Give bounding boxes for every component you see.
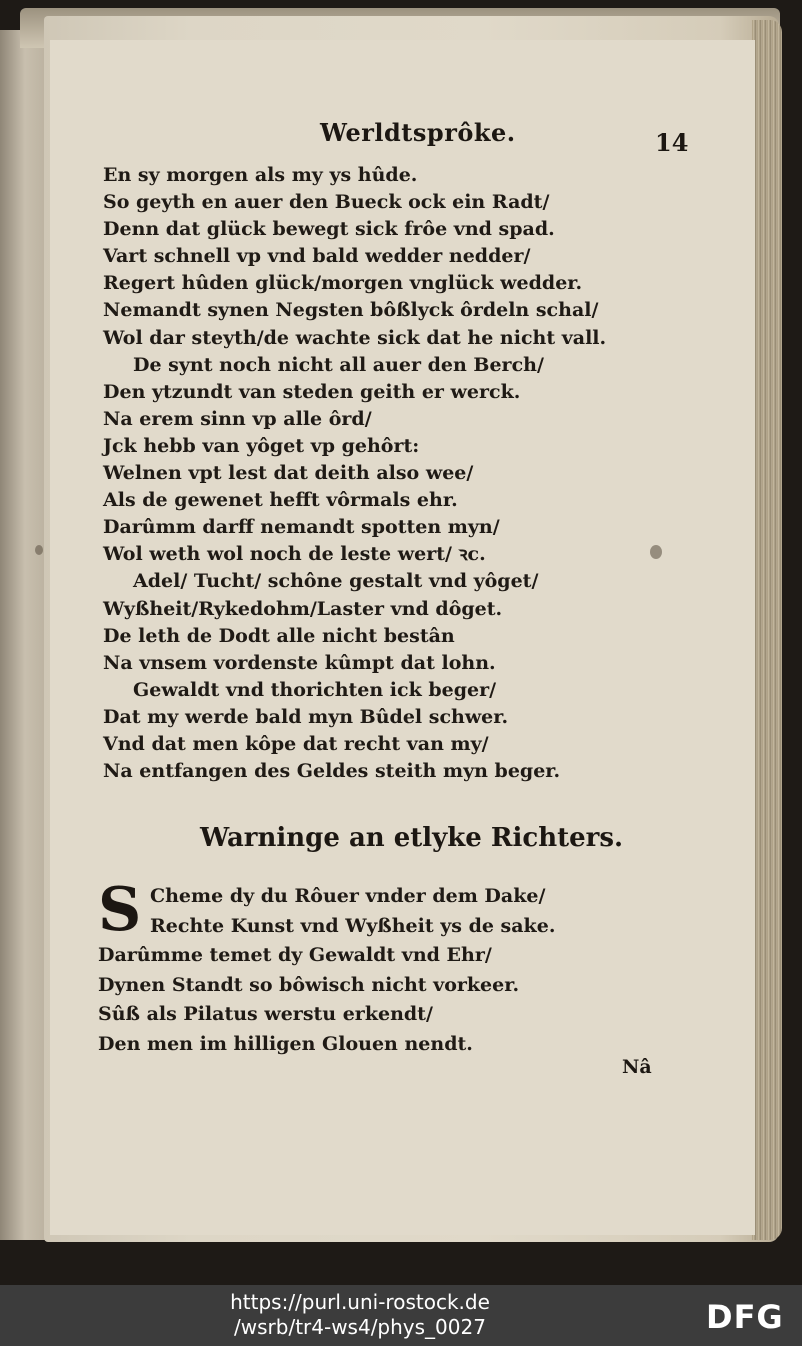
text-line: Darûmme temet dy Gewaldt vnd Ehr/ [98,944,492,966]
catchword: Nâ [622,1056,652,1078]
text-line: Gewaldt vnd thorichten ick beger/ [133,678,497,701]
text-line: Den ytzundt van steden geith er werck. [103,380,521,403]
text-line: Den men im hilligen Glouen nendt. [98,1032,473,1055]
paper-stain [35,545,43,555]
text-line: Dynen Standt so bôwisch nicht vorkeer. [98,973,520,996]
text-line: En sy morgen als my ys hûde. [103,164,418,186]
page-fore-edge [752,20,782,1240]
text-line: De synt noch nicht all auer den Berch/ [133,353,544,376]
text-line: Dat my werde bald myn Bûdel schwer. [103,705,509,728]
running-head: Werldtsprôke. [320,118,516,147]
text-line: Rechte Kunst vnd Wyßheit ys de sake. [150,914,556,937]
section-heading: Warninge an etlyke Richters. [200,823,624,853]
text-line: So geyth en auer den Bueck ock ein Radt/ [103,191,550,214]
text-line: Darûmm darff nemandt spotten myn/ [103,516,500,539]
drop-capital: S [98,875,142,945]
text-line: Cheme dy du Rôuer vnder dem Dake/ [150,885,546,907]
text-line: Nemandt synen Negsten bôßlyck ôrdeln schal/ [103,299,599,322]
dfg-logo: DFG [706,1298,784,1336]
text-line: Wol weth wol noch de leste wert/ ꝛc. [103,543,486,566]
text-line: Na vnsem vordenste kûmpt dat lohn. [103,651,496,674]
page-number: 14 [655,128,689,157]
text-line: Regert hûden glück/morgen vnglück wedder. [103,272,583,295]
text-line: Adel/ Tucht/ schône gestalt vnd yôget/ [133,570,539,593]
text-line: De leth de Dodt alle nicht bestân [103,624,455,647]
facing-page-edge [0,30,50,1240]
text-line: Na erem sinn vp alle ôrd/ [103,407,372,430]
poem2-text-block [98,875,556,1059]
text-line: Welnen vpt lest dat deith also wee/ [103,462,474,485]
text-line: Denn dat glück bewegt sick frôe vnd spad. [103,218,555,241]
text-line: Wyßheit/Rykedohm/Laster vnd dôget. [103,597,503,620]
poem-text-block [103,162,663,785]
text-line: Als de gewenet hefft vôrmals ehr. [103,489,458,512]
permalink[interactable] [150,1290,570,1340]
text-line: Sûß als Pilatus werstu erkendt/ [98,1003,433,1025]
permalink-line-2: /wsrb/tr4-ws4/phys_0027 [234,1315,486,1339]
text-line: Wol dar steyth/de wachte sick dat he nicht vall. [103,326,607,349]
permalink-line-1: https://purl.uni-rostock.de [230,1290,490,1314]
text-line: Na entfangen des Geldes steith myn beger. [103,760,561,783]
text-line: Vart schnell vp vnd bald wedder nedder/ [103,245,531,268]
text-line: Jck hebb van yôget vp gehôrt: [103,434,420,457]
text-line: Vnd dat men kôpe dat recht van my/ [103,732,489,755]
